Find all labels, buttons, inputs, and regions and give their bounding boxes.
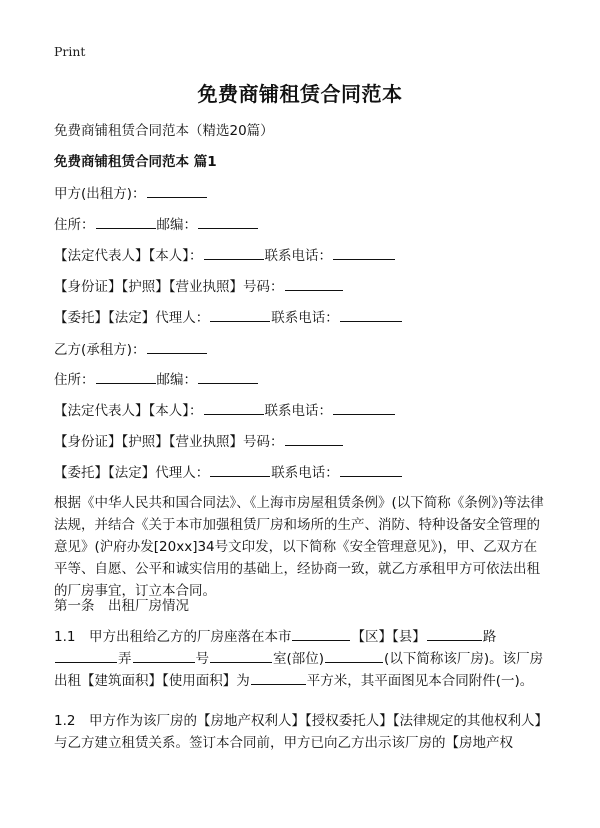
- clause-1-1-district-label: 【区】【县】: [351, 629, 426, 645]
- lessor-rep-line: [54, 245, 548, 267]
- clause-1-1-road-blank: [55, 648, 117, 663]
- clause-1-1-city-blank: [292, 626, 350, 641]
- lessor-agent-line: [54, 307, 548, 329]
- clause-1-1-district-blank: [427, 626, 482, 641]
- lessee-agent-line: [54, 462, 548, 484]
- lessor-address-line: [54, 214, 548, 236]
- lessor-agent-blank: [210, 307, 270, 322]
- lessee-postcode-blank: [198, 369, 258, 384]
- preamble-paragraph: 根据《中华人民共和国合同法》、《上海市房屋租赁条例》(以下简称《条例》)等法律法规，并结合《关于本市加强租赁厂房和场所的生产、消防、特种设备安全管理的意见》(沪府办发[20xx]34号文印发，以下简称《安全管理意见》)，甲、乙双方在平等、自愿、公平和诚实信用的基础上，经协商一致，就乙方承租甲方可依法出租的厂房事宜，订立本合同。: [54, 495, 544, 599]
- lessor-id-line: [54, 276, 548, 298]
- lessor-id-label: 【身份证】【护照】【营业执照】号码：: [54, 279, 284, 295]
- clause-1-1-room-blank: [210, 648, 272, 663]
- lessee-rep-label: 【法定代表人】【本人】：: [54, 403, 203, 419]
- document-title: 免费商铺租赁合同范本: [197, 82, 403, 106]
- lessor-name-blank: [147, 183, 207, 198]
- clause-1-1-area-blank: [251, 670, 306, 685]
- lessor-rep-label: 【法定代表人】【本人】：: [54, 248, 203, 264]
- clause-1-1-location-label: 1.1 甲方出租给乙方的厂房座落在本市: [54, 629, 292, 645]
- lessee-agent-blank: [210, 462, 270, 477]
- lessee-address-blank: [96, 369, 156, 384]
- lessee-rep-line: [54, 400, 548, 422]
- clause-1-1: [54, 626, 548, 692]
- lessee-postcode-label: 邮编：: [156, 372, 197, 388]
- lessor-postcode-blank: [198, 214, 258, 229]
- lessor-address-blank: [96, 214, 156, 229]
- clause-1-1-part-blank: [325, 648, 383, 663]
- clause-1-1-lane-label: 弄: [118, 651, 132, 667]
- lessor-agent-label: 【委托】【法定】代理人：: [54, 310, 210, 326]
- clause-1-1-road-label: 路: [482, 629, 497, 645]
- lessee-agent-phone-label: 联系电话：: [271, 465, 339, 481]
- lessee-rep-blank: [204, 400, 264, 415]
- lessor-rep-blank: [204, 245, 264, 260]
- lessor-postcode-label: 邮编：: [156, 217, 197, 233]
- clause-1-1-lane-blank: [133, 648, 195, 663]
- section-heading: 免费商铺租赁合同范本 篇1: [54, 154, 217, 170]
- lessee-id-line: [54, 431, 548, 453]
- lessee-agent-label: 【委托】【法定】代理人：: [54, 465, 210, 481]
- print-link[interactable]: Print: [54, 44, 86, 59]
- lessee-address-line: [54, 369, 548, 391]
- lessee-agent-phone-blank: [340, 462, 402, 477]
- lessor-id-blank: [285, 276, 343, 291]
- clause-1-1-room-label: 室(部位): [273, 651, 325, 667]
- lessor-agent-phone-label: 联系电话：: [271, 310, 339, 326]
- lessee-id-blank: [285, 431, 343, 446]
- lessee-name-blank: [147, 339, 207, 354]
- lessor-party-label: 甲方(出租方)：: [54, 186, 146, 202]
- clause-1-1-area-unit: 平方米，其平面图见本合同附件(一)。: [306, 673, 534, 689]
- lessee-party-label: 乙方(承租方)：: [54, 342, 146, 358]
- article-1-heading: 第一条 出租厂房情况: [54, 598, 189, 614]
- document-subtitle: 免费商铺租赁合同范本（精选20篇）: [54, 123, 274, 139]
- lessor-phone-label: 联系电话：: [264, 248, 332, 264]
- lessor-phone-blank: [333, 245, 395, 260]
- lessor-party-line: [54, 183, 548, 205]
- lessor-agent-phone-blank: [340, 307, 402, 322]
- lessee-address-label: 住所：: [54, 372, 95, 388]
- clause-1-1-number-label: 号: [195, 651, 209, 667]
- lessee-party-line: [54, 339, 548, 361]
- lessee-id-label: 【身份证】【护照】【营业执照】号码：: [54, 434, 284, 450]
- lessor-address-label: 住所：: [54, 217, 95, 233]
- clause-1-2: 1.2 甲方作为该厂房的【房地产权利人】【授权委托人】【法律规定的其他权利人】与乙方建立租赁关系。签订本合同前，甲方已向乙方出示该厂房的【房地产权: [54, 713, 548, 751]
- lessee-phone-blank: [333, 400, 395, 415]
- clause-1-1-area-label: (以下简称该厂房)。该厂房出租【建筑面积】【使用面积】为: [54, 651, 544, 689]
- lessee-phone-label: 联系电话：: [264, 403, 332, 419]
